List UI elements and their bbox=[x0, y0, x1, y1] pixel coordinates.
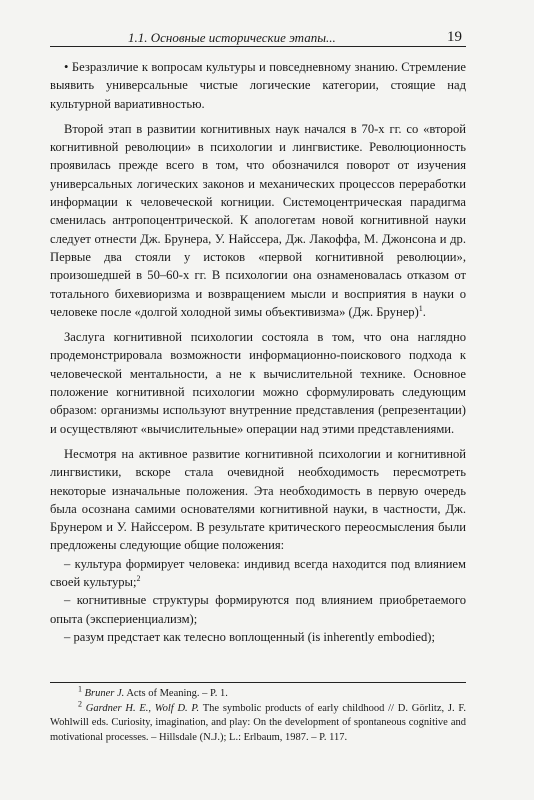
footnote-author: Bruner J. bbox=[84, 688, 125, 699]
paragraph-text: Заслуга когнитивной психологии состояла в том, что она наглядно продемонстрировала возможности информационно-поискового подхода к человеческой ментальности, а не к вычислительной технике. Основное положение когнитивной психологии можно сформулировать следующим образом: организмы используют внутренние представления (репрезентации) и осуществляют «вычислительные» операции над этими представлениями. bbox=[50, 330, 466, 436]
footnote-number: 1 bbox=[78, 684, 82, 694]
paragraph: • Безразличие к вопросам культуры и повседневному знанию. Стремление выявить универсальные чистые логические категории, стоящие над культурной вариативностью. bbox=[50, 58, 466, 113]
footnote-author: Gardner H. E., Wolf D. P. bbox=[85, 702, 200, 714]
page-header bbox=[50, 24, 466, 47]
paragraph: Второй этап в развитии когнитивных наук начался в 70-х гг. со «второй когнитивной революции» в психологии и лингвистике. Революционность проявилась прежде всего в том, что обозначился поворот от изучения универсальных логических законов и механических процессов переработки информации к человеческой когниции. Системоцентрическая парадигма сменилась антропоцентрической. К апологетам новой когнитивной науки следует отнести Дж. Брунера, У. Найссера, Дж. Лакоффа, М. Джонсона и др. Первые два стояли у истоков «первой когнитивной революции», произошедшей в 50–60-х гг. В психологии она ознаменовалась отказом от тотального бихевиоризма и возвращением мысли и восприятия в науки о человеке после «долгой холодной зимы объективизма» (Дж. Брунер)$^1$. bbox=[50, 121, 466, 319]
paragraph bbox=[50, 445, 466, 555]
footnote bbox=[50, 684, 466, 702]
page-number: 19 bbox=[447, 29, 462, 45]
footnote-mark: 2 bbox=[136, 573, 141, 583]
list-item-text: – культура формирует человека: индивид всегда находится под влиянием своей культуры; bbox=[50, 556, 466, 590]
paragraph bbox=[50, 328, 466, 438]
running-head: 1.1. Основные исторические этапы... bbox=[128, 30, 336, 45]
body-text bbox=[50, 58, 466, 646]
footnote-mark: 1 bbox=[418, 303, 423, 313]
footnote bbox=[50, 699, 467, 746]
list-item: – разум предстает как телесно воплощенный (is inherently embodied); bbox=[64, 629, 435, 644]
paragraph-text: Второй этап в развитии когнитивных наук начался в 70-х гг. со «второй когнитивной революции» в психологии и лингвистике. Революционность проявилась прежде всего в том, что обозначился поворот от изучения универсальных логических законов и механических процессов переработки информации к человеческой когниции. Системоцентрическая парадигма сменилась антропоцентрической. К апологетам новой когнитивной науки следует отнести Дж. Брунера, У. Найссера, Дж. Лакоффа, М. Джонсона и др. Первые два стояли у истоков «первой когнитивной революции», произошедшей в 50–60-х гг. В психологии она ознаменовалась отказом от тотального бихевиоризма и возвращением мысли и восприятия в науки о человеке после «долгой холодной зимы объективизма» (Дж. Брунер) bbox=[50, 121, 466, 319]
list-item bbox=[50, 555, 466, 592]
footnotes bbox=[50, 682, 466, 745]
footnote-text: The symbolic products of early childhood // D. Görlitz, J. F. Wohlwill eds. Curiosity, imagination, and play: On the development of spontaneous cognitive and motivational processes. – Hillsdale (N.J.); L.: Erlbaum, 1987. – P. 117. bbox=[50, 702, 467, 743]
paragraph-text: Несмотря на активное развитие когнитивной психологии и когнитивной лингвистики, вскоре стала очевидной необходимость пересмотреть некоторые изначальные положения. Эта необходимость в первую очередь была осознана самими основателями когнитивной науки, в частности, Дж. Брунером и У. Найссером. В результате критического переосмысления были предложены следующие общие положения: bbox=[50, 446, 466, 553]
footnote-text: Acts of Meaning. – P. 1. bbox=[126, 688, 228, 699]
list-item: – когнитивные структуры формируются под влиянием приобретаемого опыта (экспериенциализм); bbox=[50, 593, 466, 626]
footnote-number: 2 bbox=[78, 699, 82, 709]
